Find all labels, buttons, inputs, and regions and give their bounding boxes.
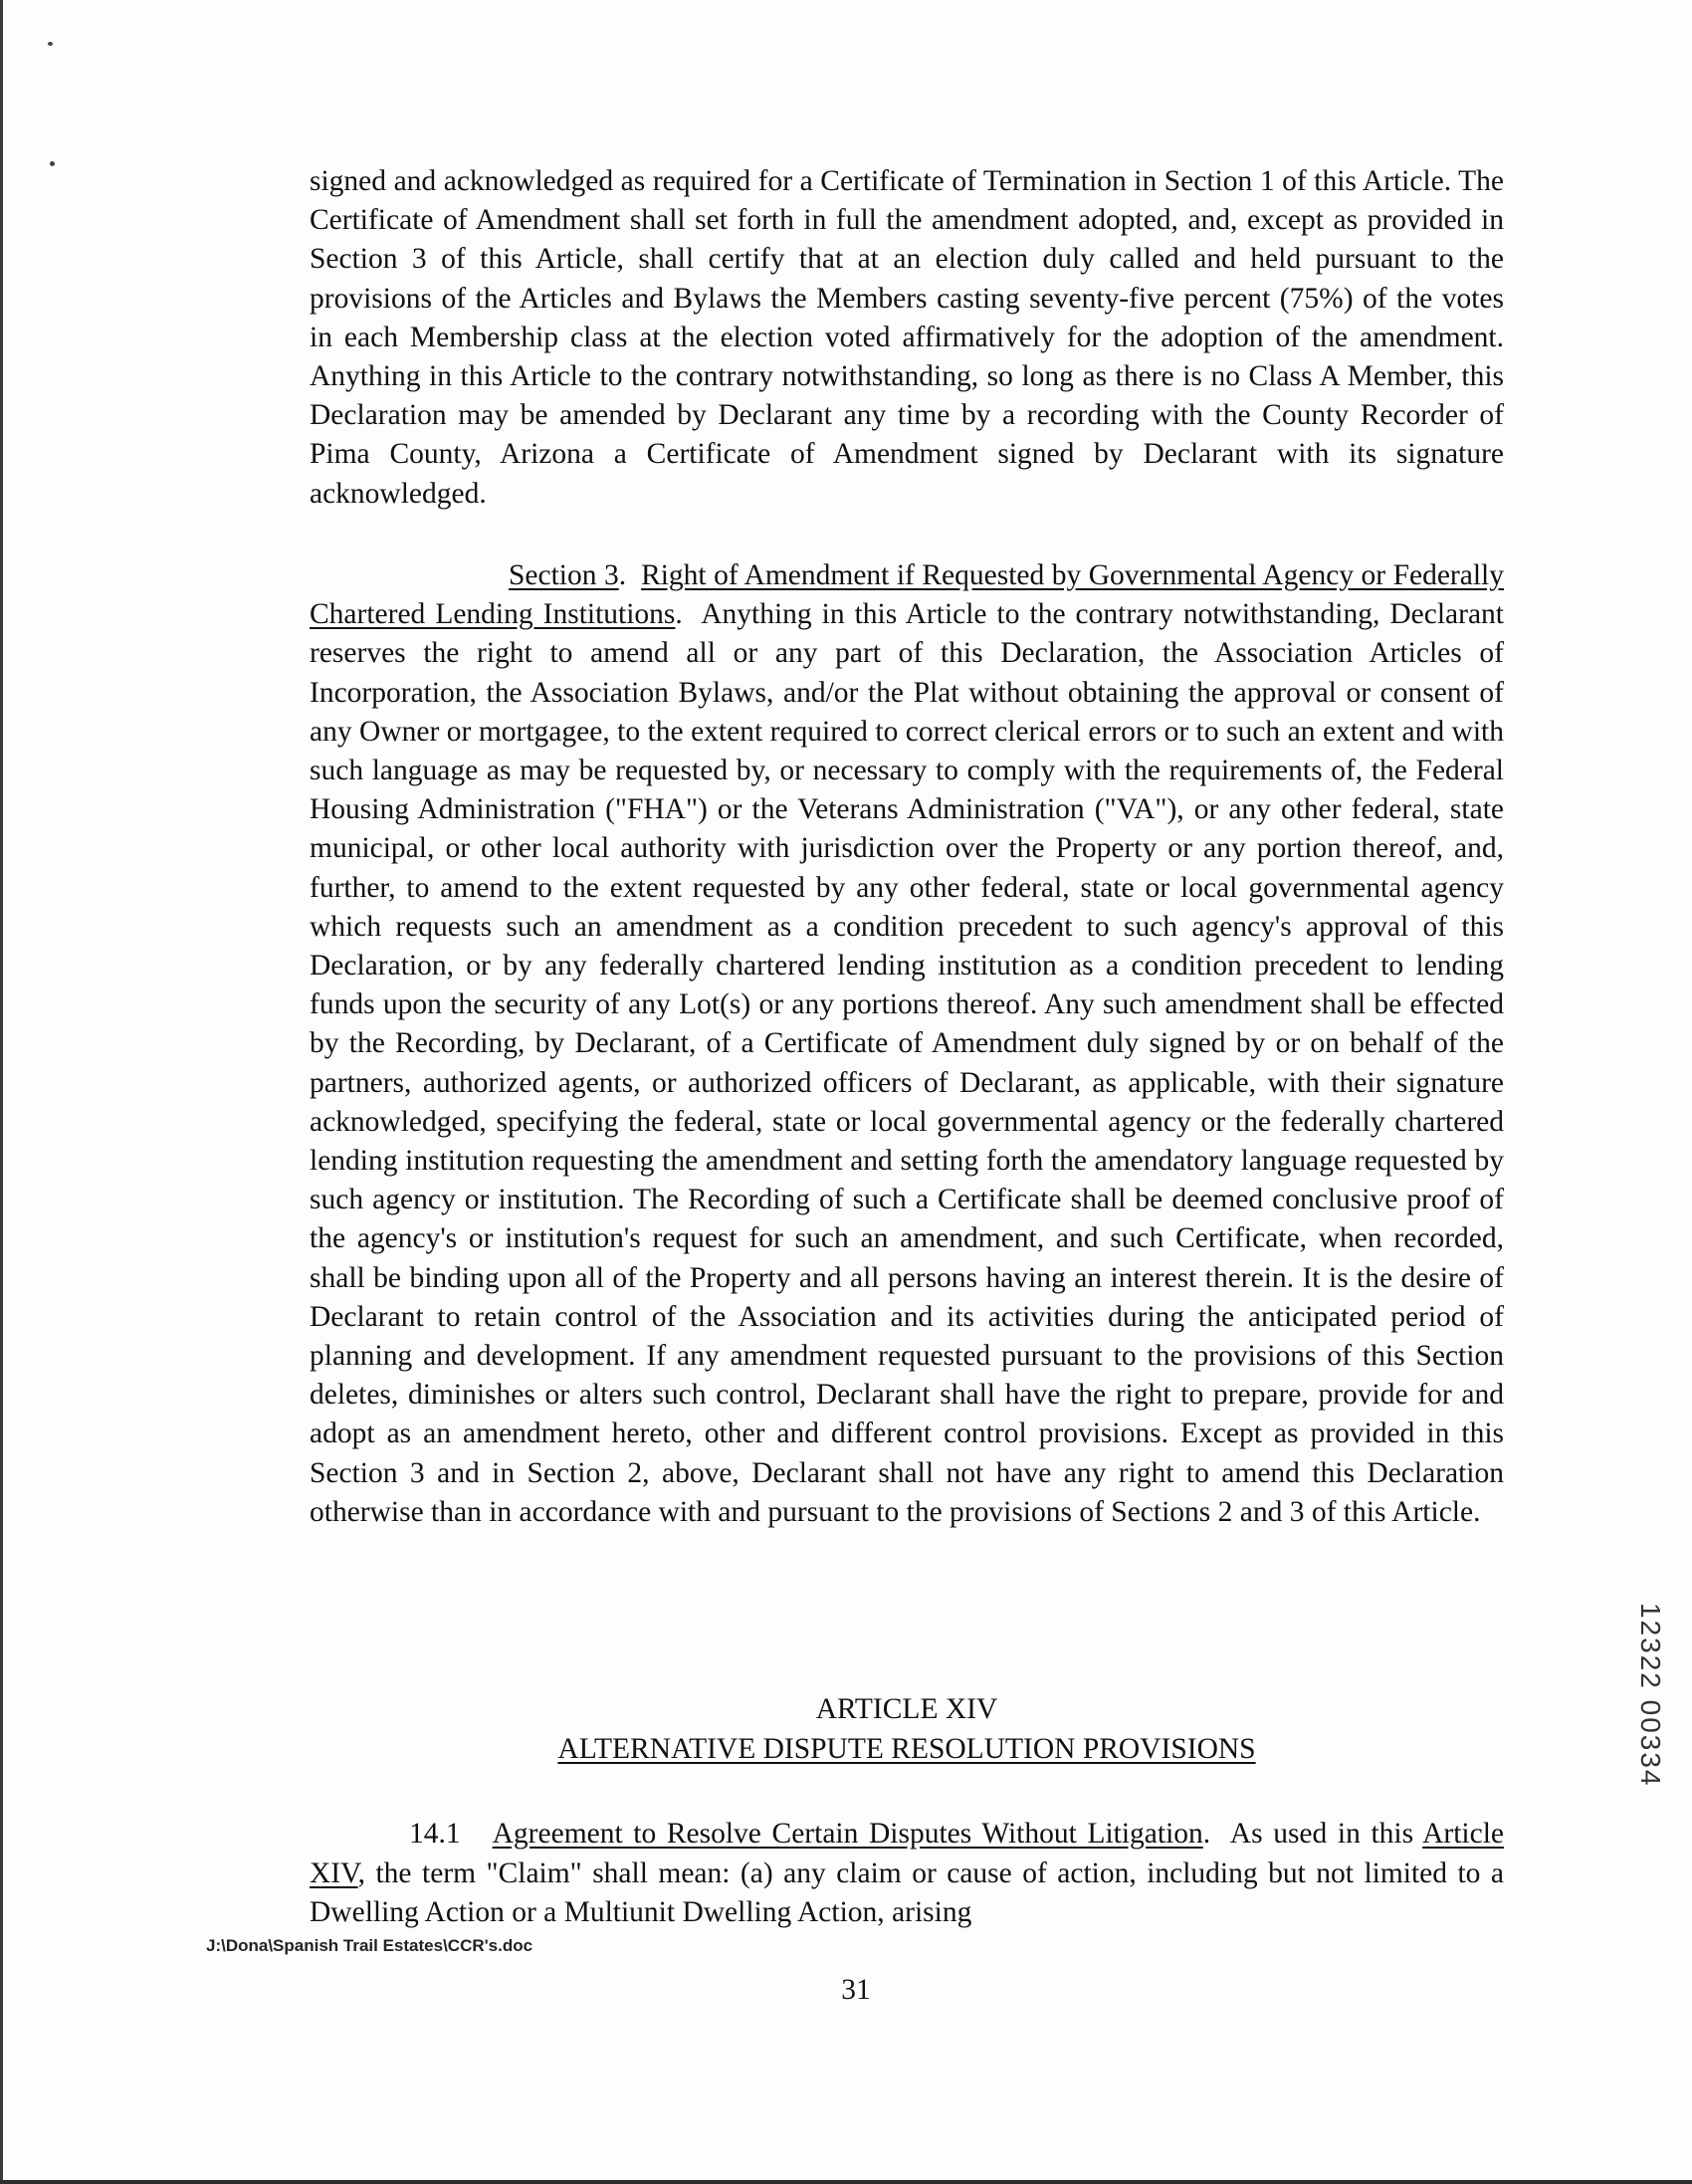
article-title: ALTERNATIVE DISPUTE RESOLUTION PROVISIONS bbox=[557, 1733, 1256, 1765]
article-reference: Article XIV bbox=[310, 1818, 1504, 1889]
paragraph-text: signed and acknowledged as required for a Certificate of Termination in Section 1 of this Article. The Certificate of Amendment shall set forth in full the amendment adopted, and, except as provided in Section 3 of this Article, shall certify that at an election duly called and held pursuant to the provisions of the Articles and Bylaws the Members casting seventy-five percent (75%) of the votes in each Membership class at the election voted affirmatively for the adoption of the amendment. Anything in this Article to the contrary notwithstanding, so long as there is no Class A Member, this Declaration may be amended by Declarant any time by a recording with the County Recorder of Pima County, Arizona a Certificate of Amendment signed by Declarant with its signature acknowledged. bbox=[310, 165, 1504, 510]
page-number: 31 bbox=[841, 1974, 871, 2006]
section-label: Section 3 bbox=[509, 559, 619, 591]
article-number: ARTICLE XIV bbox=[815, 1693, 998, 1725]
section-title: Agreement to Resolve Certain Disputes Without Litigation bbox=[492, 1818, 1203, 1850]
section-lead: As used in this bbox=[1229, 1818, 1423, 1850]
section-14-1-paragraph: 14.1 Agreement to Resolve Certain Disputes Without Litigation. As used in this Article XIV, the term "Claim" shall mean: (a) any claim or cause of action, including but not limited to a Dwelling Action or a Multiunit Dwelling Action, arising bbox=[310, 1818, 1504, 1928]
article-heading bbox=[310, 1689, 1504, 1769]
scan-speck bbox=[48, 42, 53, 46]
section-number: 14.1 bbox=[409, 1818, 461, 1850]
section-body: Anything in this Article to the contrary notwithstanding, Declarant reserves the right to amend all or any part of this Declaration, the Association Articles of Incorporation, the Association Bylaws, and/or the Plat without obtaining the approval or consent of any Owner or mortgagee, to the extent required to correct clerical errors or to such an extent and with such language as may be requested by, or necessary to comply with the requirements of, the Federal Housing Administration ("FHA") or the Veterans Administration ("VA"), or any other federal, state municipal, or other local authority with jurisdiction over the Property or any portion thereof, and, further, to amend to the extent requested by any other federal, state or local governmental agency which requests such an amendment as a condition precedent to such agency's approval of this Declaration, or by any federally chartered lending institution as a condition precedent to lending funds upon the security of any Lot(s) or any portions thereof. Any such amendment shall be effected by the Recording, by Declarant, of a Certificate of Amendment duly signed by or on behalf of the partners, authorized agents, or authorized officers of Declarant, as applicable, with their signature acknowledged, specifying the federal, state or local governmental agency or the federally chartered lending institution requesting the amendment and setting forth the amendatory language requested by such agency or institution. The Recording of such a Certificate shall be deemed conclusive proof of the agency's or institution's request for such an amendment, and such Certificate, when recorded, shall be binding upon all of the Property and all persons having an interest therein. It is the desire of Declarant to retain control of the Association and its activities during the anticipated period of planning and development. If any amendment requested pursuant to the provisions of this Section deletes, diminishes or alters such control, Declarant shall have the right to prepare, provide for and adopt as an amendment hereto, other and different control provisions. Except as provided in this Section 3 and in Section 2, above, Declarant shall not have any right to amend this Declaration otherwise than in accordance with and pursuant to the provisions of Sections 2 and 3 of this Article. bbox=[310, 598, 1504, 1528]
scan-edge-bottom bbox=[0, 2180, 1692, 2184]
section-3-paragraph: Section 3. Right of Amendment if Requested by Governmental Agency or Federally Chartered Lending Institutions. Anything in this Article to the contrary notwithstanding, Declarant reserves the right to amend all or any part of this Declaration, the Association Articles of Incorporation, the Association Bylaws, and/or the Plat without obtaining the approval or consent of any Owner or mortgagee, to the extent required to correct clerical errors or to such an extent and with such language as may be requested by, or necessary to comply with the requirements of, the Federal Housing Administration ("FHA") or the Veterans Administration ("VA"), or any other federal, state municipal, or other local authority with jurisdiction over the Property or any portion thereof, and, further, to amend to the extent requested by any other federal, state or local governmental agency which requests such an amendment as a condition precedent to such agency's approval of this Declaration, or by any federally chartered lending institution as a condition precedent to lending funds upon the security of any Lot(s) or any portions thereof. Any such amendment shall be effected by the Recording, by Declarant, of a Certificate of Amendment duly signed by or on behalf of the partners, authorized agents, or authorized officers of Declarant, as applicable, with their signature acknowledged, specifying the federal, state or local governmental agency or the federally chartered lending institution requesting the amendment and setting forth the amendatory language requested by such agency or institution. The Recording of such a Certificate shall be deemed conclusive proof of the agency's or institution's request for such an amendment, and such Certificate, when recorded, shall be binding upon all of the Property and all persons having an interest therein. It is the desire of Declarant to retain control of the Association and its activities during the anticipated period of planning and development. If any amendment requested pursuant to the provisions of this Section deletes, diminishes or alters such control, Declarant shall have the right to prepare, provide for and adopt as an amendment hereto, other and different control provisions. Except as provided in this Section 3 and in Section 2, above, Declarant shall not have any right to amend this Declaration otherwise than in accordance with and pursuant to the provisions of Sections 2 and 3 of this Article. bbox=[310, 559, 1504, 1528]
section-title: Right of Amendment if Requested by Governmental Agency or Federally Chartered Lending Institutions bbox=[310, 559, 1504, 631]
recording-stamp: 12322 00334 bbox=[1635, 1603, 1666, 1788]
scan-edge-left bbox=[0, 0, 3, 2184]
scan-speck bbox=[50, 161, 55, 166]
paragraph-continuation bbox=[310, 162, 1504, 514]
file-path-footer: J:\Dona\Spanish Trail Estates\CCR's.doc bbox=[206, 1936, 533, 1955]
section-body: , the term "Claim" shall mean: (a) any claim or cause of action, including but not limited to a Dwelling Action or a Multiunit Dwelling Action, arising bbox=[310, 1856, 1504, 1928]
